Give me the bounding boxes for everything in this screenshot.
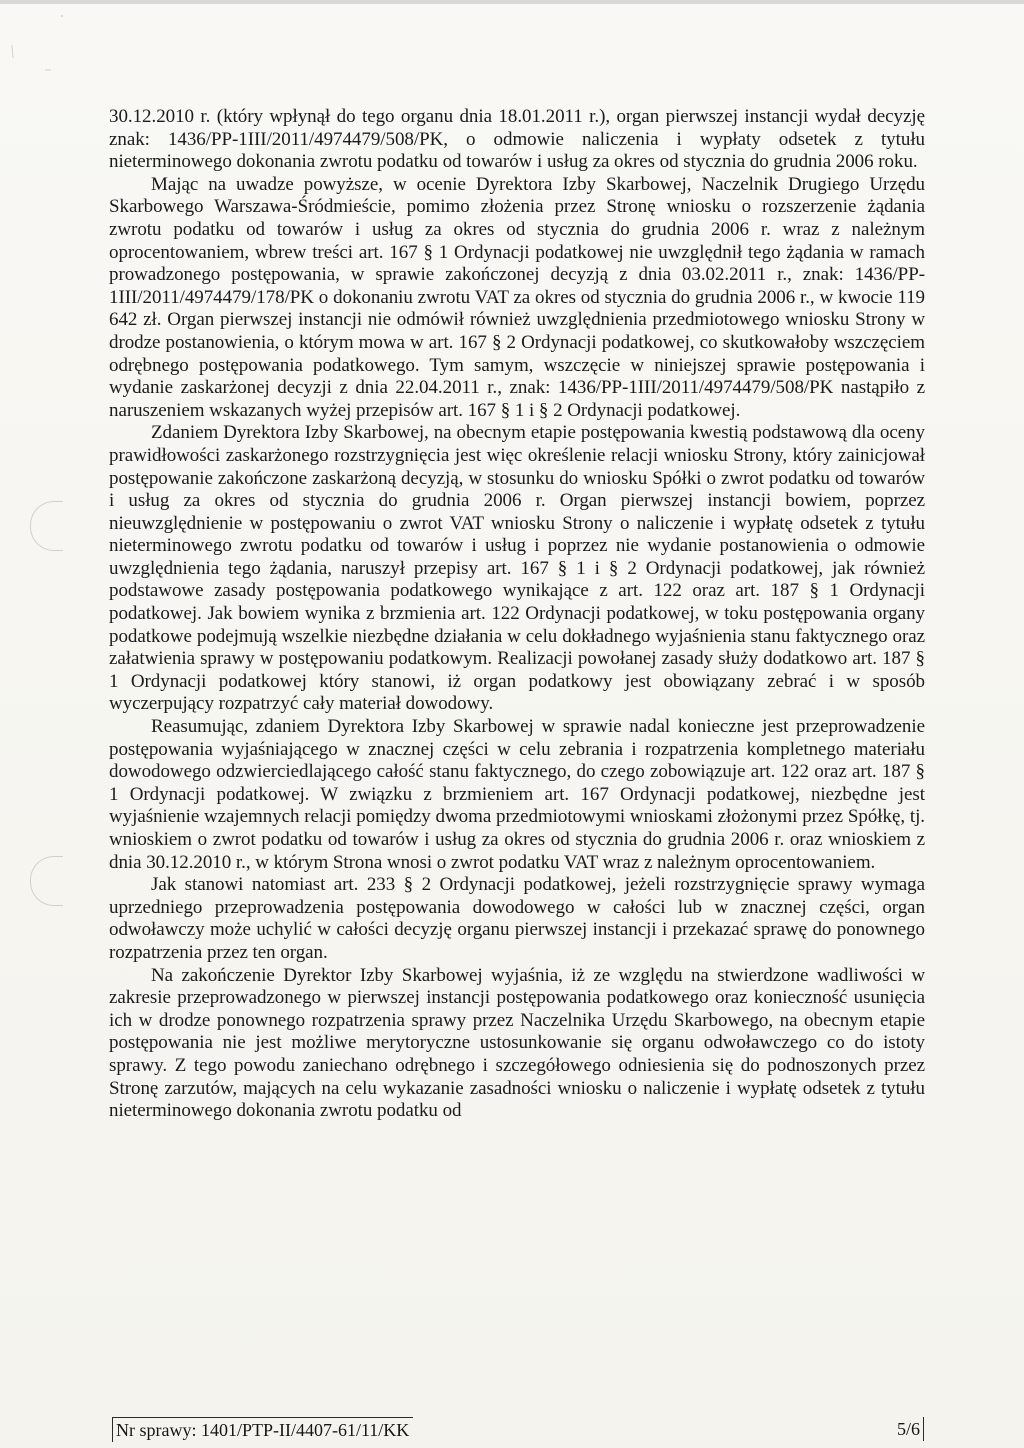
document-body [109, 106, 925, 1123]
case-number: Nr sprawy: 1401/PTP-II/4407-61/11/KK [112, 1417, 413, 1442]
scan-edge [0, 0, 1024, 4]
page-footer [112, 1417, 924, 1441]
paragraph-4: Reasumując, zdaniem Dyrektora Izby Skarbowej w sprawie nadal konieczne jest przeprowadzenie postępowania wyjaśniającego w znacznej części w celu zebrania i rozpatrzenia kompletnego materiału dowodowego odzwierciedlającego całość stanu faktycznego, do czego zobowiązuje art. 122 oraz art. 187 § 1 Ordynacji podatkowej. W związku z brzmieniem art. 167 Ordynacji podatkowej, niezbędne jest wyjaśnienie wzajemnych relacji pomiędzy dwoma przedmiotowymi wnioskami złożonymi przez Spółkę, tj. wnioskiem o zwrot podatku od towarów i usług za okres od stycznia do grudnia 2006 r. oraz wnioskiem z dnia 30.12.2010 r., w którym Strona wnosi o zwrot podatku VAT wraz z należnym oprocentowaniem. [109, 716, 925, 873]
punch-hole-mark [30, 856, 63, 906]
paragraph-5: Jak stanowi natomiast art. 233 § 2 Ordynacji podatkowej, jeżeli rozstrzygnięcie sprawy wymaga uprzedniego przeprowadzenia postępowania dowodowego w całości lub w znacznej części, organ odwoławczy może uchylić w całości decyzję organu pierwszej instancji i przekazać sprawę do ponownego rozpatrzenia przez ten organ. [109, 874, 925, 963]
paragraph-6: Na zakończenie Dyrektor Izby Skarbowej wyjaśnia, iż ze względu na stwierdzone wadliwości w zakresie przeprowadzonego w pierwszej instancji postępowania podatkowego oraz konieczność usunięcia ich w drodze ponownego rozpatrzenia sprawy przez Naczelnika Urzędu Skarbowego, na obecnym etapie postępowania nie jest możliwe merytoryczne ustosunkowanie się organu odwoławczego co do istoty sprawy. Z tego powodu zaniechano odrębnego i szczegółowego odniesienia się do podnoszonych przez Stronę zarzutów, mających na celu wykazanie zasadności wniosku o naliczenie i wypłatę odsetek z tytułu nieterminowego dokonania zwrotu podatku od [109, 964, 925, 1122]
paragraph-2: Mając na uwadze powyższe, w ocenie Dyrektora Izby Skarbowej, Naczelnik Drugiego Urzędu Skarbowego Warszawa-Śródmieście, pomimo złożenia przez Stronę wniosku o rozszerzenie żądania zwrotu podatku od towarów i usług za okres od stycznia do grudnia 2006 r. wraz z należnym oprocentowaniem, wbrew treści art. 167 § 1 Ordynacji podatkowej nie uwzględnił tego żądania w ramach prowadzonego postępowania, w sprawie zakończonej decyzją z dnia 03.02.2011 r., znak: 1436/PP-1III/2011/4974479/178/PK o dokonaniu zwrotu VAT za okres od stycznia do grudnia 2006 r., w kwocie 119 642 zł. Organ pierwszej instancji nie odmówił również uwzględnienia przedmiotowego wniosku Strony w drodze postanowienia, o którym mowa w art. 167 § 2 Ordynacji podatkowej, co skutkowałoby wszczęciem odrębnego postępowania podatkowego. Tym samym, wszczęcie w niniejszej sprawie postępowania i wydanie zaskarżonej decyzji z dnia 22.04.2011 r., znak: 1436/PP-1III/2011/4974479/508/PK nastąpiło z naruszeniem wskazanych wyżej przepisów art. 167 § 1 i § 2 Ordynacji podatkowej. [109, 173, 925, 421]
scan-marks [0, 0, 80, 120]
page-number: 5/6 [893, 1417, 924, 1441]
punch-hole-mark [30, 501, 63, 551]
paragraph-3: Zdaniem Dyrektora Izby Skarbowej, na obecnym etapie postępowania kwestią podstawową dla oceny prawidłowości zaskarżonego rozstrzygnięcia jest więc określenie relacji wniosku Strony, który zainicjował postępowanie zakończone zaskarżoną decyzją, w stosunku do wniosku Spółki o zwrot podatku od towarów i usług za okres od stycznia do grudnia 2006 r. Organ pierwszej instancji bowiem, poprzez nieuwzględnienie w postępowaniu o zwrot VAT wniosku Strony o naliczenie i wypłatę odsetek z tytułu nieterminowego zwrotu podatku od towarów i usług i poprzez nie wydanie postanowienia o odmowie uwzględnienia tego żądania, naruszył przepisy art. 167 § 1 i § 2 Ordynacji podatkowej, jak również podstawowe zasady postępowania podatkowego wynikające z art. 122 oraz art. 187 § 1 Ordynacji podatkowej. Jak bowiem wynika z brzmienia art. 122 Ordynacji podatkowej, w toku postępowania organy podatkowe podejmują wszelkie niezbędne działania w celu dokładnego wyjaśnienia stanu faktycznego oraz załatwienia sprawy w postępowaniu podatkowym. Realizacji powołanej zasady służy dodatkowo art. 187 § 1 Ordynacji podatkowej który stanowi, iż organ podatkowy jest obowiązany zebrać i w sposób wyczerpujący rozpatrzyć cały materiał dowodowy. [109, 422, 925, 715]
paragraph-1: 30.12.2010 r. (który wpłynął do tego organu dnia 18.01.2011 r.), organ pierwszej instancji wydał decyzję znak: 1436/PP-1III/2011/4974479/508/PK, o odmowie naliczenia i wypłaty odsetek z tytułu nieterminowego dokonania zwrotu podatku od towarów i usług za okres od stycznia do grudnia 2006 roku. [109, 106, 925, 173]
